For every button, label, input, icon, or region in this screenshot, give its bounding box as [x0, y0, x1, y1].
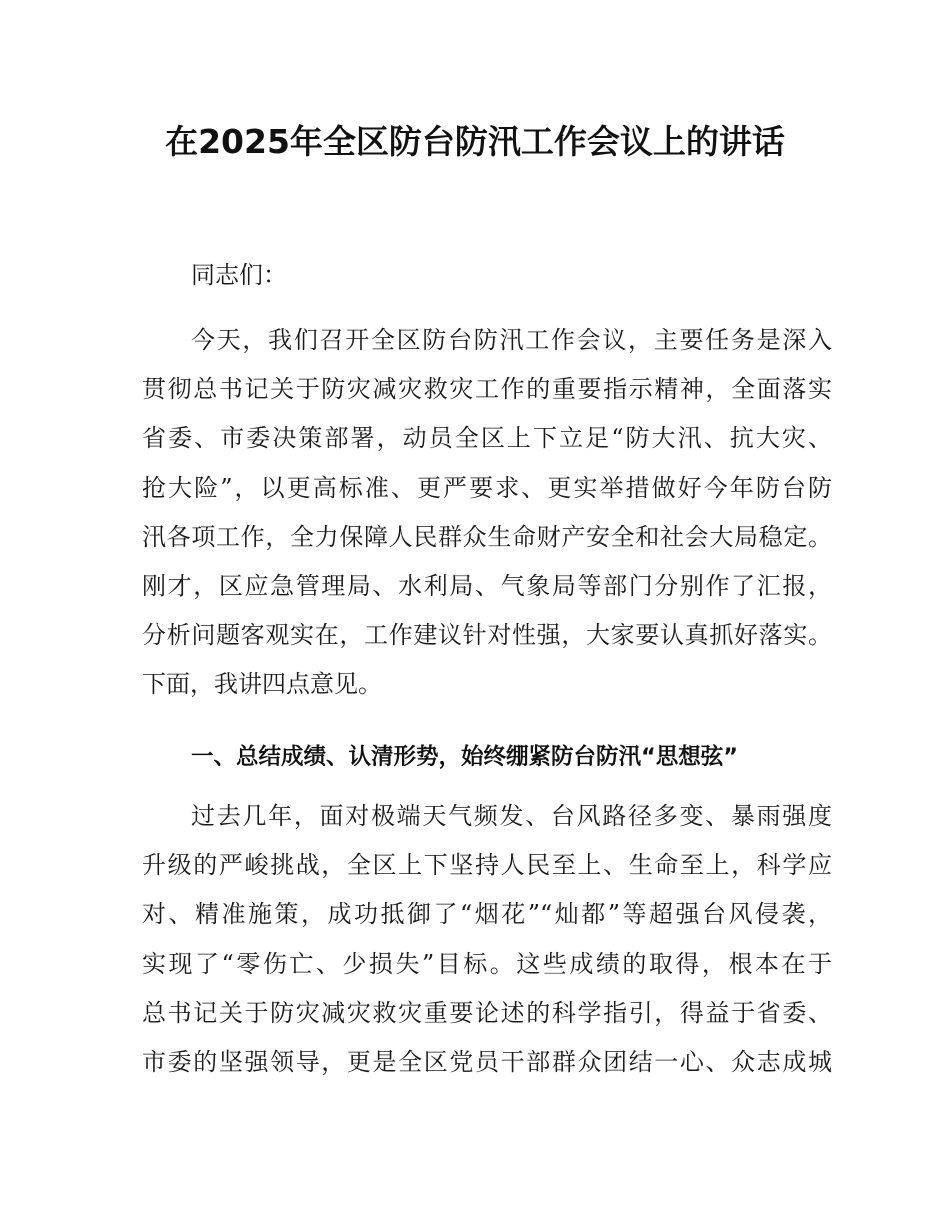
paragraph-review	[142, 792, 832, 1087]
paragraph-line: 总书记关于防灾减灾救灾重要论述的科学指引，得益于省委、	[142, 998, 832, 1027]
section-heading-1: 一、总结成绩、认清形势，始终绷紧防台防汛“思想弦”	[191, 744, 739, 770]
paragraph-line: 贯彻总书记关于防灾减灾救灾工作的重要指示精神，全面落实	[142, 375, 832, 404]
paragraph-line: 对、精准施策，成功抵御了“烟花”“灿都”等超强台风侵袭，	[142, 900, 832, 929]
paragraph-line: 实现了“零伤亡、少损失”目标。这些成绩的取得，根本在于	[142, 949, 832, 978]
paragraph-line: 抢大险”，以更高标准、更严要求、更实举措做好今年防台防	[142, 473, 832, 502]
paragraph-line: 下面，我讲四点意见。	[142, 670, 382, 699]
paragraph-line: 刚才，区应急管理局、水利局、气象局等部门分别作了汇报，	[142, 571, 832, 600]
paragraph-line: 今天，我们召开全区防台防汛工作会议，主要任务是深入	[191, 326, 832, 354]
paragraph-line: 升级的严峻挑战，全区上下坚持人民至上、生命至上，科学应	[142, 851, 832, 880]
paragraph-line: 分析问题客观实在，工作建议针对性强，大家要认真抓好落实。	[142, 621, 832, 650]
salutation: 同志们：	[191, 261, 287, 289]
paragraph-line: 省委、市委决策部署，动员全区上下立足“防大汛、抗大灾、	[142, 424, 832, 453]
document-title: 在2025年全区防台防汛工作会议上的讲话	[165, 122, 785, 161]
paragraph-line: 汛各项工作，全力保障人民群众生命财产安全和社会大局稳定。	[142, 522, 832, 551]
paragraph-intro	[142, 316, 832, 710]
paragraph-line: 市委的坚强领导，更是全区党员干部群众团结一心、众志成城	[142, 1047, 832, 1076]
paragraph-line: 过去几年，面对极端天气频发、台风路径多变、暴雨强度	[191, 802, 832, 830]
